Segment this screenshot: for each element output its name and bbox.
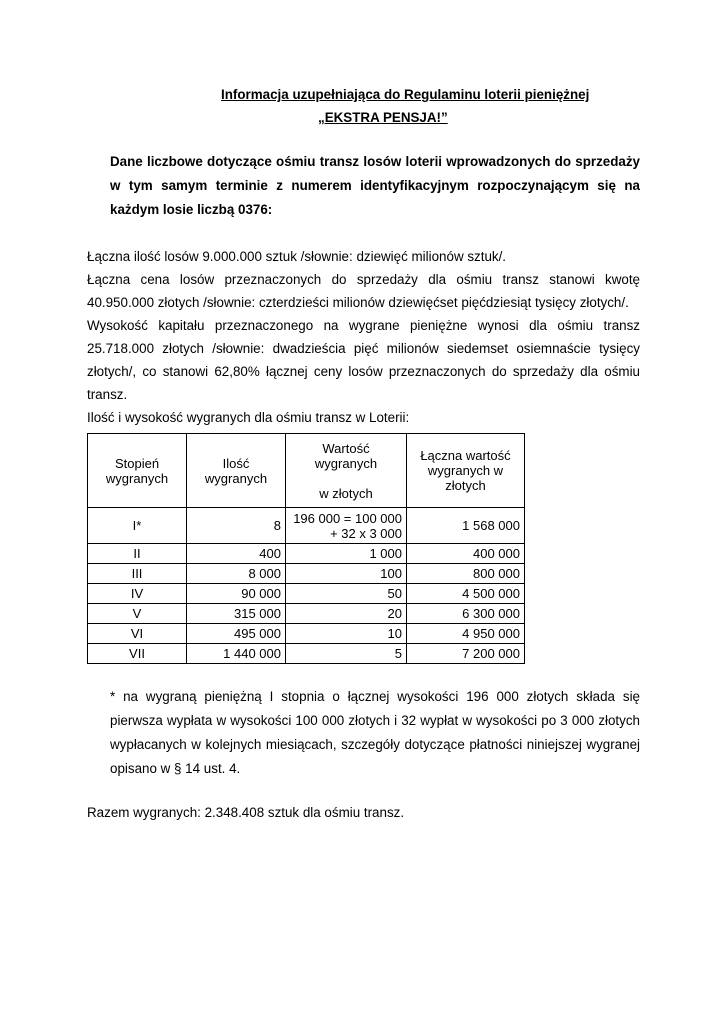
count-cell: 8 bbox=[187, 508, 286, 544]
count-cell: 8 000 bbox=[187, 564, 286, 584]
total-cell: 1 568 000 bbox=[407, 508, 525, 544]
table-row bbox=[88, 564, 525, 584]
count-cell: 90 000 bbox=[187, 584, 286, 604]
header-value-unit: w złotych bbox=[319, 485, 373, 501]
intro-paragraph: Dane liczbowe dotyczące ośmiu transz losów loterii wprowadzonych do sprzedaży w tym samym terminie z numerem identyfikacyjnym rozpoczynającym się na każdym losie liczbą 0376: bbox=[110, 154, 640, 217]
value-cell: 50 bbox=[286, 584, 407, 604]
prize-capital-paragraph: Wysokość kapitału przeznaczonego na wygrane pieniężne wynosi dla ośmiu transz 25.718.000 złotych /słownie: dwadzieścia pięć milionów siedemset osiemnaście tysięcy złotych/, co stanowi 62,80% łącznej ceny losów przeznaczonych do sprzedaży dla ośmiu transz. bbox=[87, 318, 640, 402]
tier-cell: VII bbox=[88, 644, 187, 664]
total-prizes: Razem wygranych: 2.348.408 sztuk dla ośmiu transz. bbox=[87, 805, 405, 820]
header-value-title: Wartość wygranych bbox=[314, 440, 378, 471]
total-cell: 400 000 bbox=[407, 544, 525, 564]
tier-cell: III bbox=[88, 564, 187, 584]
ticket-price-paragraph: Łączna cena losów przeznaczonych do sprzedaży dla ośmiu transz stanowi kwotę 40.950.000 złotych /słownie: czterdzieści milionów dziewięćset pięćdziesiąt tysięcy złotych/. bbox=[87, 272, 640, 310]
body-text bbox=[87, 245, 640, 429]
table-row bbox=[88, 624, 525, 644]
count-cell: 1 440 000 bbox=[187, 644, 286, 664]
table-row bbox=[88, 604, 525, 624]
prize-table bbox=[87, 433, 525, 664]
value-cell: 10 bbox=[286, 624, 407, 644]
tier-cell: V bbox=[88, 604, 187, 624]
footnote: * na wygraną pieniężną I stopnia o łącznej wysokości 196 000 złotych składa się pierwsza wypłata w wysokości 100 000 złotych i 32 wypłat w wysokości po 3 000 złotych wypłacanych w kolejnych miesiącach, szczegóły dotyczące płatności niniejszej wygranej opisano w § 14 ust. 4. bbox=[110, 689, 640, 776]
count-cell: 400 bbox=[187, 544, 286, 564]
count-cell: 495 000 bbox=[187, 624, 286, 644]
total-cell: 800 000 bbox=[407, 564, 525, 584]
tier-cell: II bbox=[88, 544, 187, 564]
value-cell bbox=[286, 508, 407, 544]
table-caption: Ilość i wysokość wygranych dla ośmiu transz w Loterii: bbox=[87, 410, 410, 425]
count-cell: 315 000 bbox=[187, 604, 286, 624]
total-cell: 7 200 000 bbox=[407, 644, 525, 664]
header-tier: Stopień wygranych bbox=[88, 434, 187, 508]
table-row bbox=[88, 544, 525, 564]
document-title: Informacja uzupełniająca do Regulaminu loterii pieniężnej bbox=[221, 87, 590, 102]
table-row bbox=[88, 508, 525, 544]
table-row bbox=[88, 644, 525, 664]
tier-cell: IV bbox=[88, 584, 187, 604]
table-header-row bbox=[88, 434, 525, 508]
tier-cell: I* bbox=[88, 508, 187, 544]
lottery-name: „EKSTRA PENSJA!” bbox=[318, 110, 448, 125]
header-total: Łączna wartość wygranych w złotych bbox=[407, 434, 525, 508]
header-count: Ilość wygranych bbox=[187, 434, 286, 508]
value-line: + 32 x 3 000 bbox=[330, 525, 402, 541]
value-cell: 1 000 bbox=[286, 544, 407, 564]
value-line: 196 000 = 100 000 bbox=[293, 510, 402, 526]
total-cell: 6 300 000 bbox=[407, 604, 525, 624]
value-cell: 5 bbox=[286, 644, 407, 664]
value-cell: 20 bbox=[286, 604, 407, 624]
tier-cell: VI bbox=[88, 624, 187, 644]
ticket-count-paragraph: Łączna ilość losów 9.000.000 sztuk /słownie: dziewięć milionów sztuk/. bbox=[87, 249, 507, 264]
header-value bbox=[286, 434, 407, 508]
table-row bbox=[88, 584, 525, 604]
total-cell: 4 500 000 bbox=[407, 584, 525, 604]
total-cell: 4 950 000 bbox=[407, 624, 525, 644]
value-cell: 100 bbox=[286, 564, 407, 584]
